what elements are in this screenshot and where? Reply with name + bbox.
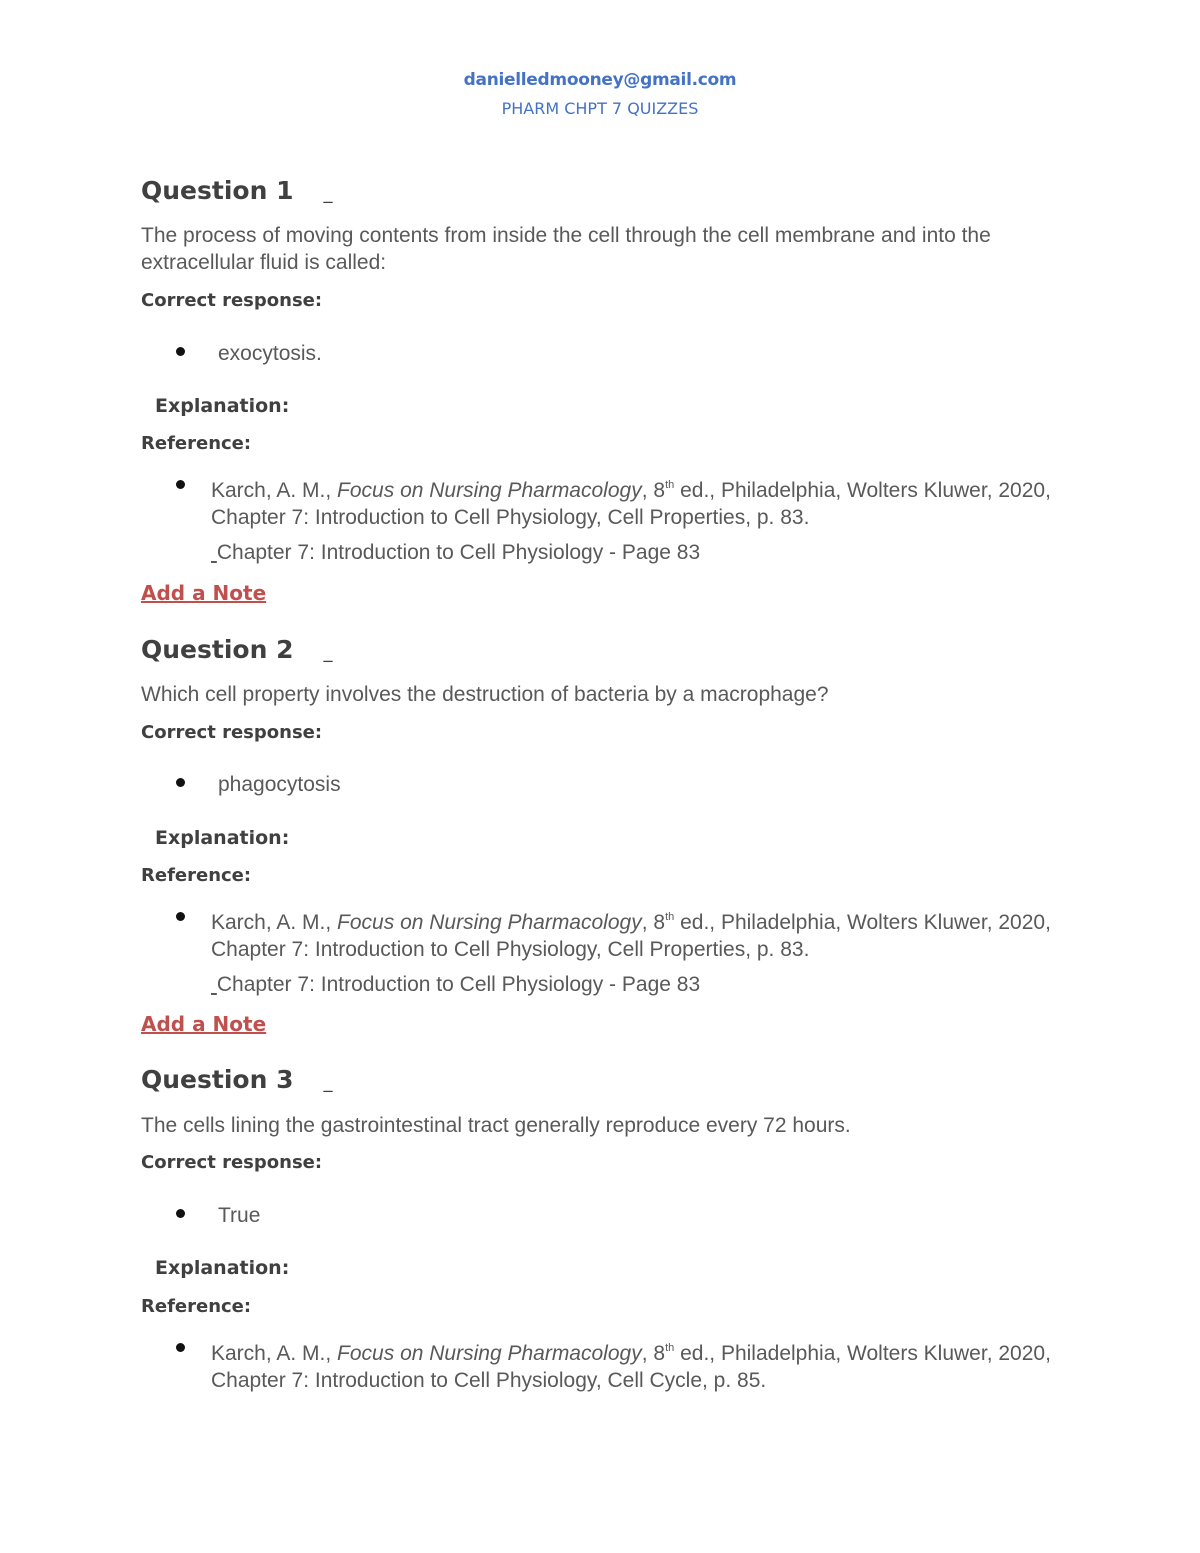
title-marker: _ xyxy=(323,642,333,663)
bullet-icon xyxy=(176,347,185,356)
correct-response-label: Correct response: xyxy=(141,1152,323,1173)
reference-label: Reference: xyxy=(141,433,252,454)
reference-book-title: Focus on Nursing Pharmacology xyxy=(337,479,642,502)
chapter-link-text[interactable]: Chapter 7: Introduction to Cell Physiology - Page 83 xyxy=(216,973,701,996)
reference-edition-suffix: th xyxy=(665,1342,675,1354)
reference-edition-suffix: th xyxy=(665,479,675,491)
reference-author: Karch, A. M., xyxy=(211,1342,338,1365)
reference-label: Reference: xyxy=(141,865,252,886)
question-title-text: Question 2 xyxy=(141,635,294,664)
reference-author: Karch, A. M., xyxy=(211,479,338,502)
reference-edition: , 8 xyxy=(641,1342,666,1365)
question-3-reference xyxy=(211,1335,1071,1394)
question-2-answer: phagocytosis xyxy=(218,773,341,796)
reference-book-title: Focus on Nursing Pharmacology xyxy=(337,1342,642,1365)
question-1-title xyxy=(141,176,332,205)
question-title-text: Question 1 xyxy=(141,176,294,205)
title-marker: _ xyxy=(323,183,333,204)
bullet-icon xyxy=(176,480,185,489)
explanation-label: Explanation: xyxy=(155,827,290,849)
reference-details: ed., Philadelphia, Wolters Kluwer, 2020, Chapter 7: Introduction to Cell Physiology, Cell Cycle, p. 85. xyxy=(211,1342,1051,1392)
bullet-icon xyxy=(176,1209,185,1218)
bullet-icon xyxy=(176,1343,185,1352)
bullet-icon xyxy=(176,912,185,921)
correct-response-label: Correct response: xyxy=(141,722,323,743)
question-2-reference xyxy=(211,904,1071,963)
reference-book-title: Focus on Nursing Pharmacology xyxy=(337,911,642,934)
question-title-text: Question 3 xyxy=(141,1065,294,1094)
title-marker: _ xyxy=(323,1072,333,1093)
reference-edition: , 8 xyxy=(641,479,666,502)
question-2-title xyxy=(141,635,332,664)
question-2-text: Which cell property involves the destruction of bacteria by a macrophage? xyxy=(141,683,829,706)
question-1-text: The process of moving contents from inside the cell through the cell membrane and into the extracellular fluid is called: xyxy=(141,224,991,274)
bullet-icon xyxy=(176,778,185,787)
reference-label: Reference: xyxy=(141,1296,252,1317)
reference-edition-suffix: th xyxy=(665,911,675,923)
reference-author: Karch, A. M., xyxy=(211,911,338,934)
add-note-link[interactable]: Add a Note xyxy=(141,1012,267,1036)
question-3-text: The cells lining the gastrointestinal tract generally reproduce every 72 hours. xyxy=(141,1114,851,1137)
question-1-chapter-link[interactable] xyxy=(211,541,700,565)
question-3-title xyxy=(141,1065,332,1094)
explanation-label: Explanation: xyxy=(155,395,290,417)
reference-details: ed., Philadelphia, Wolters Kluwer, 2020, Chapter 7: Introduction to Cell Physiology, Cell Properties, p. 83. xyxy=(211,911,1051,961)
author-email: danielledmooney@gmail.com xyxy=(463,70,737,90)
question-1-answer: exocytosis. xyxy=(218,342,322,365)
correct-response-label: Correct response: xyxy=(141,290,323,311)
add-note-link[interactable]: Add a Note xyxy=(141,581,267,605)
reference-details: ed., Philadelphia, Wolters Kluwer, 2020, Chapter 7: Introduction to Cell Physiology, Cell Properties, p. 83. xyxy=(211,479,1051,529)
document-subtitle: PHARM CHPT 7 QUIZZES xyxy=(501,99,699,118)
chapter-link-text[interactable]: Chapter 7: Introduction to Cell Physiology - Page 83 xyxy=(216,541,701,564)
question-1-reference xyxy=(211,472,1071,531)
reference-edition: , 8 xyxy=(641,911,666,934)
question-3-answer: True xyxy=(218,1204,261,1227)
question-2-chapter-link[interactable] xyxy=(211,973,700,997)
explanation-label: Explanation: xyxy=(155,1257,290,1279)
